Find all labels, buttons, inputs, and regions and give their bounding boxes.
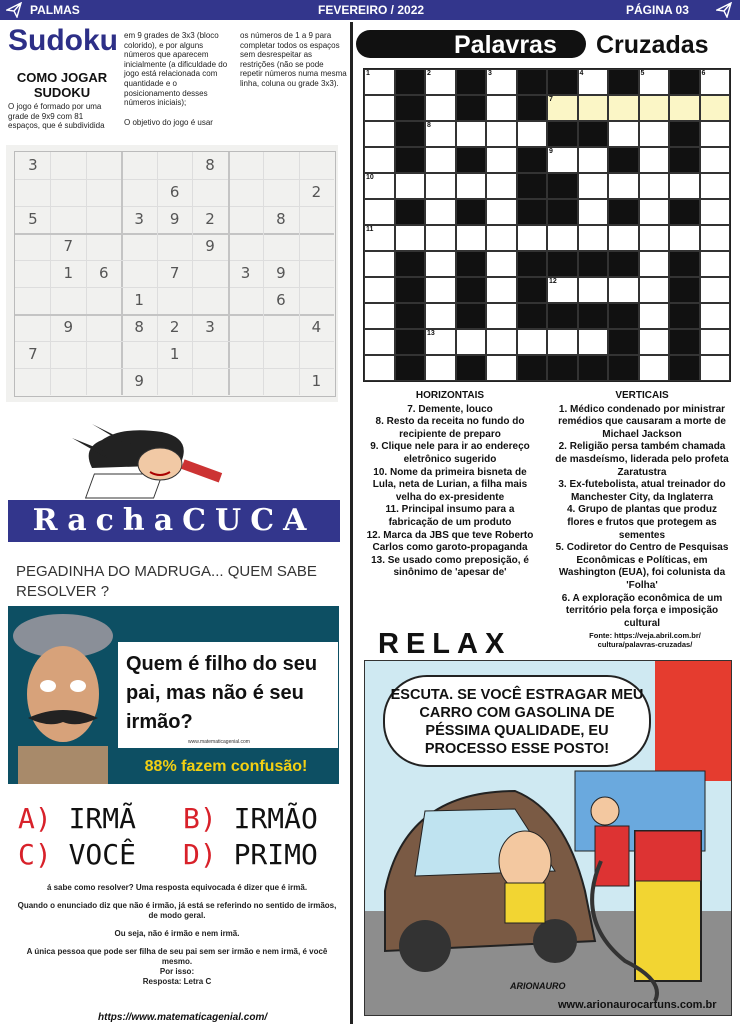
crossword-block xyxy=(517,147,548,173)
relax-title: RELAX xyxy=(378,628,512,660)
crossword-block xyxy=(517,199,548,225)
crossword-cell[interactable] xyxy=(486,95,517,121)
sudoku-cell[interactable] xyxy=(15,233,51,260)
sudoku-cell[interactable] xyxy=(192,287,228,314)
crossword-cell[interactable] xyxy=(700,225,731,251)
crossword-cell[interactable] xyxy=(578,277,609,303)
riddle-image xyxy=(8,606,339,784)
clue-item: 11. Principal insumo para a fabricação de um produto xyxy=(385,504,515,528)
sudoku-cell[interactable] xyxy=(299,260,335,287)
option-d: D) PRIMO xyxy=(183,838,318,871)
sudoku-cell[interactable] xyxy=(50,287,86,314)
answer-explanation xyxy=(14,883,340,995)
crossword-cell[interactable] xyxy=(669,95,700,121)
crossword-block xyxy=(608,147,639,173)
crossword-cell[interactable] xyxy=(425,147,456,173)
sudoku-cell[interactable]: 8 xyxy=(205,156,215,174)
cartoonist-signature: ARIONAURO xyxy=(510,981,566,991)
sudoku-cell[interactable] xyxy=(228,152,264,179)
sudoku-cell[interactable] xyxy=(157,233,193,260)
crossword-cell[interactable] xyxy=(364,251,395,277)
relax-comic xyxy=(364,660,732,1016)
clues-horizontal xyxy=(364,390,536,580)
crossword-block xyxy=(608,303,639,329)
header-page: PÁGINA 03 xyxy=(626,3,689,17)
sudoku-cell[interactable] xyxy=(299,233,335,260)
sudoku-cell[interactable] xyxy=(263,179,299,206)
sudoku-cell[interactable]: 3 xyxy=(28,156,38,174)
sudoku-cell[interactable] xyxy=(50,179,86,206)
crossword-cell[interactable] xyxy=(608,277,639,303)
crossword-cell[interactable] xyxy=(364,199,395,225)
crossword-cell[interactable] xyxy=(639,147,670,173)
clue-number: 12 xyxy=(549,278,557,285)
paper-plane-icon xyxy=(6,2,22,18)
sudoku-title: Sudoku xyxy=(8,24,118,57)
sudoku-cell[interactable]: 9 xyxy=(276,264,286,282)
crossword-cell[interactable] xyxy=(486,147,517,173)
crossword-cell[interactable] xyxy=(700,199,731,225)
crossword-block xyxy=(395,303,426,329)
crossword-block xyxy=(608,199,639,225)
sudoku-cell[interactable] xyxy=(86,179,122,206)
sudoku-cell[interactable] xyxy=(263,152,299,179)
crossword-block xyxy=(669,251,700,277)
crossword-cell[interactable] xyxy=(700,173,731,199)
sudoku-cell[interactable] xyxy=(263,368,299,395)
crossword-cell[interactable] xyxy=(700,251,731,277)
crossword-block xyxy=(669,69,700,95)
crossword-block xyxy=(547,173,578,199)
sudoku-cell[interactable] xyxy=(15,368,51,395)
sudoku-cell[interactable] xyxy=(86,341,122,368)
clue-number: 7 xyxy=(549,96,553,103)
sudoku-cell[interactable] xyxy=(86,152,122,179)
clue-item: 3. Ex-futebolista, atual treinador do Manchester City, da Inglaterra xyxy=(558,479,726,503)
crossword-cell[interactable] xyxy=(425,95,456,121)
crossword-cell[interactable] xyxy=(547,225,578,251)
crossword-block xyxy=(456,277,487,303)
rachacuca-banner: RachaCUCA xyxy=(8,500,340,542)
crossword-cell[interactable] xyxy=(700,147,731,173)
sudoku-cell[interactable] xyxy=(192,368,228,395)
sudoku-cell[interactable] xyxy=(121,260,157,287)
howto-text-col1: O jogo é formado por uma grade de 9x9 com 81 espaços, que é subdividida xyxy=(8,102,105,131)
sudoku-cell[interactable]: 7 xyxy=(169,264,180,282)
crossword-block xyxy=(456,303,487,329)
clue-item: 1. Médico condenado por ministrar remédios que causaram a morte de Michael Jackson xyxy=(558,403,726,440)
sudoku-cell[interactable] xyxy=(15,314,51,341)
crossword-cell[interactable] xyxy=(639,121,670,147)
crossword-cell[interactable] xyxy=(486,277,517,303)
crossword-block xyxy=(608,329,639,355)
crossword-cell[interactable] xyxy=(456,173,487,199)
sudoku-cell[interactable]: 8 xyxy=(276,210,286,228)
sudoku-cell[interactable] xyxy=(15,179,51,206)
clue-item: 9. Clique nele para ir ao endereço eletrônico sugerido xyxy=(370,441,530,465)
clue-number: 8 xyxy=(427,122,431,129)
crossword-cell[interactable] xyxy=(364,329,395,355)
sudoku-cell[interactable] xyxy=(192,179,228,206)
crossword-block xyxy=(517,277,548,303)
sudoku-grid xyxy=(14,151,336,397)
crossword-cell[interactable] xyxy=(578,329,609,355)
sudoku-cell[interactable]: 4 xyxy=(311,318,322,336)
sudoku-cell[interactable] xyxy=(263,314,299,341)
crossword-cell[interactable] xyxy=(425,225,456,251)
sudoku-cell[interactable] xyxy=(228,206,264,233)
crossword-cell[interactable] xyxy=(486,303,517,329)
source-link[interactable]: https://www.matematicagenial.com/ xyxy=(98,1012,268,1023)
crossword-cell[interactable] xyxy=(639,225,670,251)
clue-number: 1 xyxy=(366,70,370,77)
sudoku-cell[interactable] xyxy=(50,206,86,233)
answer-line: Resposta: Letra C xyxy=(142,977,212,986)
crossword-block xyxy=(547,355,578,381)
crossword-cell[interactable] xyxy=(364,303,395,329)
crossword-cell[interactable] xyxy=(456,225,487,251)
crossword-block xyxy=(669,329,700,355)
thinking-boy-illustration xyxy=(62,420,262,502)
clue-item: 5. Codiretor do Centro de Pesquisas Econômicas e Políticas, em Washington (EUA), foi colunista da 'Folha' xyxy=(555,542,729,591)
sudoku-cell[interactable]: 3 xyxy=(134,210,144,228)
crossword-cell[interactable] xyxy=(639,303,670,329)
crossword-block xyxy=(669,199,700,225)
sudoku-cell[interactable]: 1 xyxy=(311,372,322,390)
sudoku-board xyxy=(6,145,338,402)
crossword-cell[interactable] xyxy=(578,225,609,251)
crossword-block xyxy=(547,303,578,329)
sudoku-cell[interactable] xyxy=(86,287,122,314)
crossword-block xyxy=(395,199,426,225)
clue-number: 2 xyxy=(427,70,431,77)
crossword-title xyxy=(356,30,734,60)
crossword-block xyxy=(547,69,578,95)
option-c: C) VOCÊ xyxy=(18,838,137,871)
clue-item: 6. A exploração econômica de um território pela força e imposição cultural xyxy=(561,592,723,629)
crossword-block xyxy=(395,251,426,277)
sudoku-cell[interactable]: 7 xyxy=(63,237,74,255)
crossword-cell[interactable] xyxy=(669,173,700,199)
clue-number: 4 xyxy=(579,70,584,77)
clue-number: 9 xyxy=(549,148,553,155)
crossword-cell[interactable] xyxy=(486,121,517,147)
crossword-cell[interactable] xyxy=(700,329,731,355)
answer-line: á sabe como resolver? Uma resposta equivocada é dizer que é irmã. xyxy=(46,883,308,892)
crossword-cell[interactable] xyxy=(425,303,456,329)
crossword-cell[interactable] xyxy=(578,173,609,199)
sudoku-cell[interactable]: 2 xyxy=(169,318,180,336)
crossword-block xyxy=(395,147,426,173)
clue-item: 4. Grupo de plantas que produz flores e frutos que protegem as sementes xyxy=(566,504,717,541)
clue-item: 2. Religião persa também chamada de masdeísmo, liderada pelo profeta Zaratustra xyxy=(555,441,729,478)
clue-item: 12. Marca da JBS que teve Roberto Carlos como garoto-propaganda xyxy=(366,529,534,554)
crossword-block xyxy=(669,121,700,147)
crossword-cell[interactable] xyxy=(486,355,517,381)
answer-line: Quando o enunciado diz que não é irmão, já está se referindo no sentido de irmãos, de modo geral. xyxy=(17,901,337,920)
madruga-caricature xyxy=(8,606,118,784)
crossword-block xyxy=(578,355,609,381)
crossword-cell[interactable] xyxy=(364,355,395,381)
crossword-block xyxy=(395,95,426,121)
answer-line: Ou seja, não é irmão e nem irmã. xyxy=(114,929,240,938)
crossword-block xyxy=(578,251,609,277)
crossword-cell[interactable] xyxy=(547,329,578,355)
crossword-grid xyxy=(363,68,731,382)
crossword-cell[interactable] xyxy=(639,251,670,277)
crossword-block xyxy=(669,147,700,173)
column-divider xyxy=(350,22,353,1024)
crossword-cell[interactable] xyxy=(486,199,517,225)
sudoku-cell[interactable]: 1 xyxy=(134,291,144,309)
sudoku-cell[interactable] xyxy=(121,152,157,179)
crossword-cell[interactable] xyxy=(486,173,517,199)
crossword-cell[interactable] xyxy=(486,251,517,277)
crossword-cell[interactable] xyxy=(364,277,395,303)
howto-text-col2 xyxy=(124,31,234,127)
sudoku-cell[interactable]: 2 xyxy=(205,210,215,228)
sudoku-cell[interactable] xyxy=(15,287,51,314)
sudoku-cell[interactable] xyxy=(228,368,264,395)
crossword-cell[interactable] xyxy=(608,173,639,199)
howto-text-col2b: O objetivo do jogo é usar xyxy=(124,117,213,127)
sudoku-cell[interactable]: 9 xyxy=(205,237,215,255)
sudoku-cell[interactable] xyxy=(299,206,335,233)
header-city: PALMAS xyxy=(30,3,80,17)
sudoku-cell[interactable] xyxy=(86,206,122,233)
crossword-source: Fonte: https://veja.abril.com.br/ cultura/palavras-cruzadas/ xyxy=(589,631,701,649)
sudoku-cell[interactable] xyxy=(121,341,157,368)
crossword-block xyxy=(395,277,426,303)
sudoku-cell[interactable]: 3 xyxy=(240,264,251,282)
crossword-cell[interactable] xyxy=(364,147,395,173)
answer-line: A única pessoa que pode ser filha de seu pai sem ser irmão e nem irmã, é você mesmo. xyxy=(26,947,328,966)
crossword-block xyxy=(456,69,487,95)
howto-title: COMO JOGAR SUDOKU xyxy=(16,70,108,100)
crossword-cell[interactable] xyxy=(456,329,487,355)
sudoku-cell[interactable] xyxy=(50,152,86,179)
crossword-block xyxy=(669,303,700,329)
sudoku-cell[interactable] xyxy=(157,152,193,179)
crossword-block xyxy=(517,303,548,329)
sudoku-cell[interactable] xyxy=(50,341,86,368)
clue-item: 13. Se usado como preposição, é sinônimo de 'apesar de' xyxy=(371,554,529,579)
sudoku-cell[interactable] xyxy=(263,341,299,368)
page-header xyxy=(0,0,740,20)
crossword-cell[interactable] xyxy=(700,95,731,121)
clues-vertical-heading: VERTICAIS xyxy=(615,390,669,401)
crossword-block xyxy=(395,355,426,381)
sudoku-cell[interactable] xyxy=(192,260,228,287)
crossword-block xyxy=(608,251,639,277)
crossword-block xyxy=(517,69,548,95)
sudoku-cell[interactable] xyxy=(299,152,335,179)
clue-item: 10. Nome da primeira bisneta de Lula, neta de Lurian, a filha mais velha do ex-presidente xyxy=(372,466,528,503)
sudoku-cell[interactable] xyxy=(228,341,264,368)
crossword-cell[interactable] xyxy=(669,225,700,251)
pegadinha-heading: PEGADINHA DO MADRUGA... QUEM SABE RESOLVER ? xyxy=(16,563,317,600)
clue-item: 8. Resto da receita no fundo do recipiente de preparo xyxy=(375,416,525,440)
crossword-cell[interactable] xyxy=(425,277,456,303)
howto-text-col3: os números de 1 a 9 para completar todos os espaços sem desrespeitar as restrições (não se pode repetir números numa mesma linha, coluna ou grade 3x3). xyxy=(240,31,347,88)
crossword-block xyxy=(395,69,426,95)
crossword-block xyxy=(517,251,548,277)
sudoku-cell[interactable] xyxy=(299,287,335,314)
sudoku-cell[interactable] xyxy=(228,179,264,206)
clues-vertical xyxy=(552,390,732,630)
crossword-cell[interactable] xyxy=(486,329,517,355)
crossword-block xyxy=(456,251,487,277)
sudoku-cell[interactable] xyxy=(228,314,264,341)
crossword-cell[interactable] xyxy=(578,199,609,225)
crossword-cell[interactable] xyxy=(700,121,731,147)
crossword-block xyxy=(517,95,548,121)
riddle-question: Quem é filho do seu pai, mas não é seu irmão? xyxy=(126,653,318,733)
crossword-cell[interactable] xyxy=(517,225,548,251)
crossword-cell[interactable] xyxy=(395,173,426,199)
crossword-cell[interactable] xyxy=(364,121,395,147)
sudoku-cell[interactable]: 6 xyxy=(98,264,109,282)
clue-number: 13 xyxy=(427,330,435,337)
crossword-block xyxy=(395,121,426,147)
sudoku-cell[interactable] xyxy=(263,233,299,260)
crossword-block xyxy=(517,355,548,381)
crossword-cell[interactable] xyxy=(639,95,670,121)
riddle-site: www.matematicagenial.com xyxy=(188,739,250,745)
crossword-cell[interactable] xyxy=(517,329,548,355)
clue-item: 7. Demente, louco xyxy=(407,403,493,415)
crossword-cell[interactable] xyxy=(639,173,670,199)
sudoku-cell[interactable]: 8 xyxy=(134,318,144,336)
sudoku-cell[interactable] xyxy=(15,260,51,287)
crossword-block xyxy=(608,69,639,95)
cartoonist-url[interactable]: www.arionaurocartuns.com.br xyxy=(558,999,717,1011)
crossword-cell[interactable] xyxy=(608,95,639,121)
sudoku-cell[interactable]: 9 xyxy=(63,318,74,336)
sudoku-cell[interactable]: 9 xyxy=(134,372,144,390)
crossword-cell[interactable] xyxy=(700,355,731,381)
sudoku-cell[interactable]: 5 xyxy=(28,210,38,228)
crossword-block xyxy=(456,355,487,381)
crossword-block xyxy=(547,251,578,277)
crossword-cell[interactable] xyxy=(486,225,517,251)
crossword-block xyxy=(395,329,426,355)
sudoku-cell[interactable]: 2 xyxy=(311,183,322,201)
crossword-cell[interactable] xyxy=(639,199,670,225)
clue-number: 6 xyxy=(701,70,706,77)
clue-number: 10 xyxy=(366,174,374,181)
answer-line: Por isso: xyxy=(159,967,195,976)
sudoku-cell[interactable] xyxy=(121,233,157,260)
sudoku-cell[interactable]: 6 xyxy=(276,291,286,309)
sudoku-cell[interactable]: 7 xyxy=(28,345,38,363)
title-part-b: Cruzadas xyxy=(596,31,709,59)
crossword-cell[interactable] xyxy=(425,199,456,225)
sudoku-cell[interactable]: 1 xyxy=(63,264,74,282)
sudoku-cell[interactable] xyxy=(86,368,122,395)
sudoku-cell[interactable]: 9 xyxy=(169,210,180,228)
crossword-cell[interactable] xyxy=(700,303,731,329)
crossword-cell[interactable] xyxy=(425,173,456,199)
sudoku-cell[interactable] xyxy=(157,287,193,314)
paper-plane-icon xyxy=(716,2,732,18)
sudoku-cell[interactable] xyxy=(228,287,264,314)
sudoku-cell[interactable]: 3 xyxy=(205,318,215,336)
crossword-block xyxy=(547,121,578,147)
sudoku-cell[interactable]: 1 xyxy=(169,345,180,363)
crossword-block xyxy=(669,355,700,381)
header-date: FEVEREIRO / 2022 xyxy=(318,3,425,17)
crossword-block xyxy=(578,121,609,147)
option-a: A) IRMÃ xyxy=(18,802,137,835)
howto-text-col2a: em 9 grades de 3x3 (bloco colorido), e por alguns números que aparecem inicialmente (a dificuldade do jogo está relacionada com quantidade e o posicionamento desses números iniciais); xyxy=(124,31,228,108)
crossword-block xyxy=(608,355,639,381)
sudoku-cell[interactable]: 6 xyxy=(169,183,180,201)
title-part-a: Palavras xyxy=(454,31,557,59)
crossword-cell[interactable] xyxy=(578,147,609,173)
speech-bubble: ESCUTA. SE VOCÊ ESTRAGAR MEU CARRO COM GASOLINA DE PÉSSIMA QUALIDADE, EU PROCESSO ESSE POSTO! xyxy=(383,675,651,767)
crossword-block xyxy=(456,95,487,121)
crossword-cell[interactable] xyxy=(639,277,670,303)
sudoku-cell[interactable] xyxy=(86,233,122,260)
sudoku-cell[interactable] xyxy=(50,368,86,395)
sudoku-cell[interactable] xyxy=(228,233,264,260)
clue-number: 11 xyxy=(366,226,374,233)
crossword-cell[interactable] xyxy=(425,251,456,277)
crossword-block xyxy=(517,173,548,199)
sudoku-cell[interactable] xyxy=(157,368,193,395)
crossword-block xyxy=(456,199,487,225)
crossword-block xyxy=(578,303,609,329)
crossword-cell[interactable] xyxy=(364,95,395,121)
sudoku-cell[interactable] xyxy=(86,314,122,341)
crossword-cell[interactable] xyxy=(608,225,639,251)
crossword-cell[interactable] xyxy=(639,329,670,355)
crossword-cell[interactable] xyxy=(456,121,487,147)
crossword-cell[interactable] xyxy=(639,355,670,381)
option-b: B) IRMÃO xyxy=(183,802,318,835)
riddle-confusion-text: 88% fazem confusão! xyxy=(114,752,338,782)
crossword-cell[interactable] xyxy=(517,121,548,147)
crossword-block xyxy=(456,147,487,173)
clue-number: 3 xyxy=(488,70,492,77)
crossword-cell[interactable] xyxy=(700,277,731,303)
crossword-cell[interactable] xyxy=(395,225,426,251)
sudoku-cell[interactable] xyxy=(299,341,335,368)
crossword-block xyxy=(669,277,700,303)
crossword-cell[interactable] xyxy=(608,121,639,147)
clue-number: 5 xyxy=(640,70,645,77)
crossword-cell[interactable] xyxy=(425,355,456,381)
crossword-cell[interactable] xyxy=(578,95,609,121)
sudoku-cell[interactable] xyxy=(192,341,228,368)
clues-horizontal-heading: HORIZONTAIS xyxy=(415,390,485,401)
sudoku-cell[interactable] xyxy=(121,179,157,206)
crossword-block xyxy=(547,199,578,225)
